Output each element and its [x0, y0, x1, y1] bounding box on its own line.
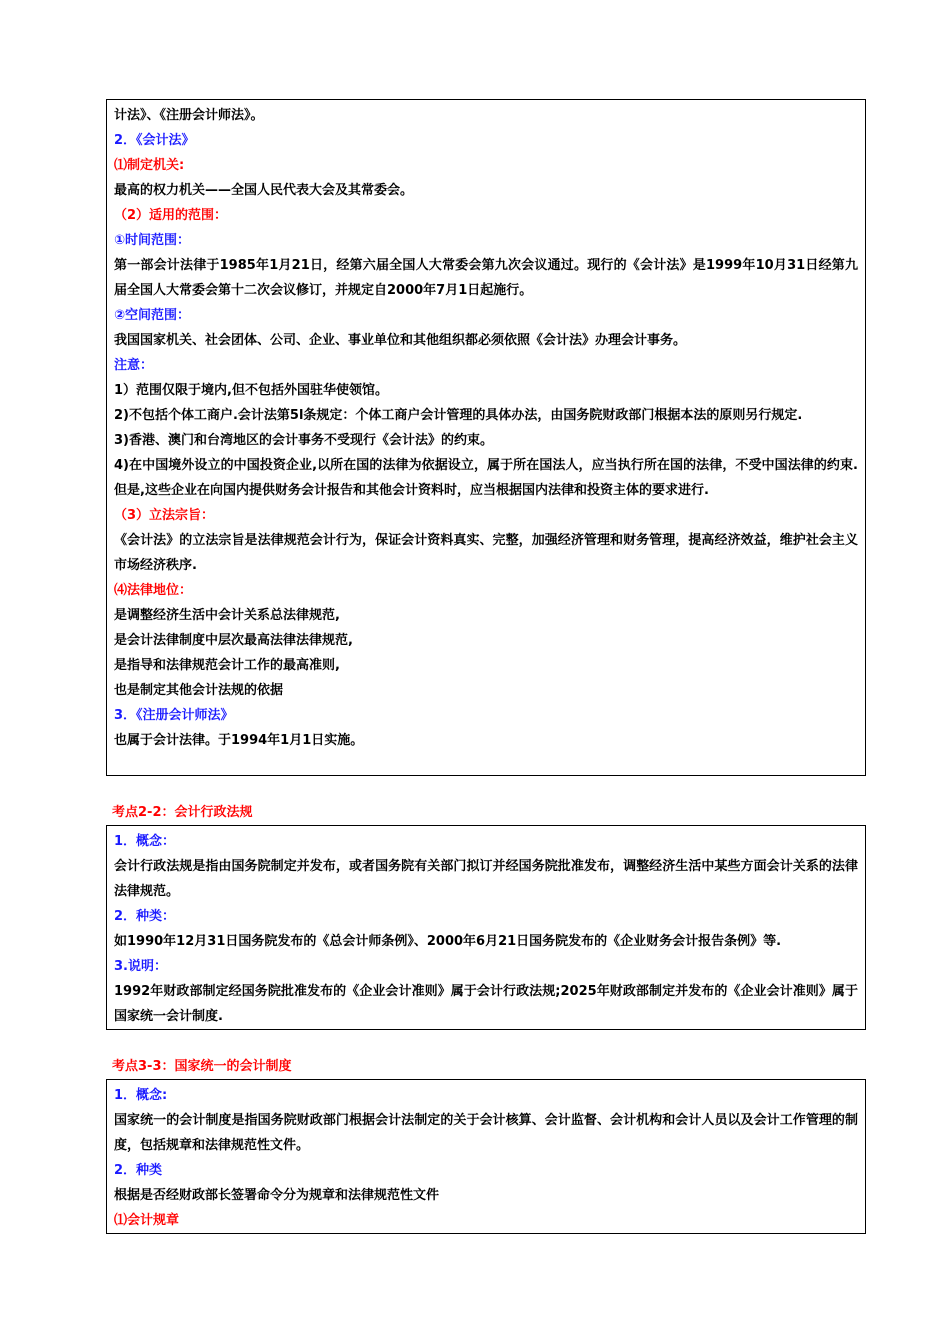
text-line: 计法》、《注册会计师法》。	[114, 108, 264, 123]
paragraph-time-scope: 第一部会计法律于1985年1月21日，经第六届全国人大常委会第九次会议通过。现行的《会计法》是1999年10月31日经第九届全国人大常委会第十二次会议修订，并规定自2000年7月1日起施行。	[114, 258, 858, 298]
subheading-note: 注意：	[114, 358, 154, 373]
legal-status-line: 是调整经济生活中会计关系总法律规范,	[114, 608, 340, 623]
subheading-space-scope: ②空间范围：	[114, 308, 191, 323]
subheading-accounting-rules: ⑴会计规章	[114, 1213, 180, 1228]
section-heading-admin-regulations: 考点2-2：会计行政法规	[112, 805, 253, 820]
legal-status-line: 也是制定其他会计法规的依据	[114, 683, 284, 698]
legal-status-line: 是指导和法律规范会计工作的最高准则,	[114, 658, 340, 673]
note-item-1: 1）范围仅限于境内,但不包括外国驻华使领馆。	[114, 383, 388, 398]
text-line: 根据是否经财政部长签署命令分为规章和法律规范性文件	[114, 1188, 440, 1203]
section-box-accounting-law	[106, 99, 866, 776]
subheading-legislative-purpose: （3）立法宗旨：	[114, 508, 215, 523]
note-item-3: 3)香港、澳门和台湾地区的会计事务不受现行《会计法》的约束。	[114, 433, 493, 448]
subheading-concept: 1．概念:	[114, 1088, 168, 1103]
subheading-time-scope: ①时间范围：	[114, 233, 191, 248]
subheading-enacting-body: ⑴制定机关:	[114, 158, 185, 173]
text-line: 我国国家机关、社会团体、公司、企业、事业单位和其他组织都必须依照《会计法》办理会计事务。	[114, 333, 687, 348]
text-line: 也属于会计法律。于1994年1月1日实施。	[114, 733, 364, 748]
legal-status-line: 是会计法律制度中层次最高法律法律规范,	[114, 633, 353, 648]
paragraph-concept: 会计行政法规是指由国务院制定并发布，或者国务院有关部门拟订并经国务院批准发布，调整经济生活中某些方面会计关系的法律法律规范。	[114, 859, 858, 899]
section-heading-unified-system: 考点3-3：国家统一的会计制度	[112, 1059, 292, 1074]
subheading-legal-status: ⑷法律地位：	[114, 583, 193, 598]
paragraph-explanation: 1992年财政部制定经国务院批准发布的《企业会计准则》属于会计行政法规;2025年财政部制定并发布的《企业会计准则》属于国家统一会计制度.	[114, 984, 858, 1024]
section-box-admin-regulations	[106, 825, 866, 1030]
paragraph-concept: 国家统一的会计制度是指国务院财政部门根据会计法制定的关于会计核算、会计监督、会计机构和会计人员以及会计工作管理的制度，包括规章和法律规范性文件。	[114, 1113, 858, 1153]
section-box-unified-system	[106, 1079, 866, 1234]
paragraph-legislative-purpose: 《会计法》的立法宗旨是法律规范会计行为，保证会计资料真实、完整，加强经济管理和财务管理，提高经济效益，维护社会主义市场经济秩序.	[114, 533, 858, 573]
note-item-2: 2)不包括个体工商户.会计法第5l条规定：个体工商户会计管理的具体办法，由国务院财政部门根据本法的原则另行规定.	[114, 408, 803, 423]
subheading-types: 2．种类：	[114, 909, 176, 924]
subheading-explanation: 3.说明：	[114, 959, 167, 974]
subheading-cpa-law: 3．《注册会计师法》	[114, 708, 234, 723]
text-line: 最高的权力机关——全国人民代表大会及其常委会。	[114, 183, 414, 198]
subheading-scope: （2）适用的范围：	[114, 208, 228, 223]
subheading-accounting-law: 2．《会计法》	[114, 133, 195, 148]
text-line: 如1990年12月31日国务院发布的《总会计师条例》、2000年6月21日国务院发布的《企业财务会计报告条例》等.	[114, 934, 782, 949]
subheading-concept: 1．概念：	[114, 834, 176, 849]
note-item-4: 4)在中国境外设立的中国投资企业,以所在国的法律为依据设立，属于所在国法人，应当执行所在国的法律，不受中国法律的约束.但是,这些企业在向国内提供财务会计报告和其他会计资料时，应当根据国内法律和投资主体的要求进行.	[114, 458, 858, 498]
subheading-types: 2．种类	[114, 1163, 163, 1178]
